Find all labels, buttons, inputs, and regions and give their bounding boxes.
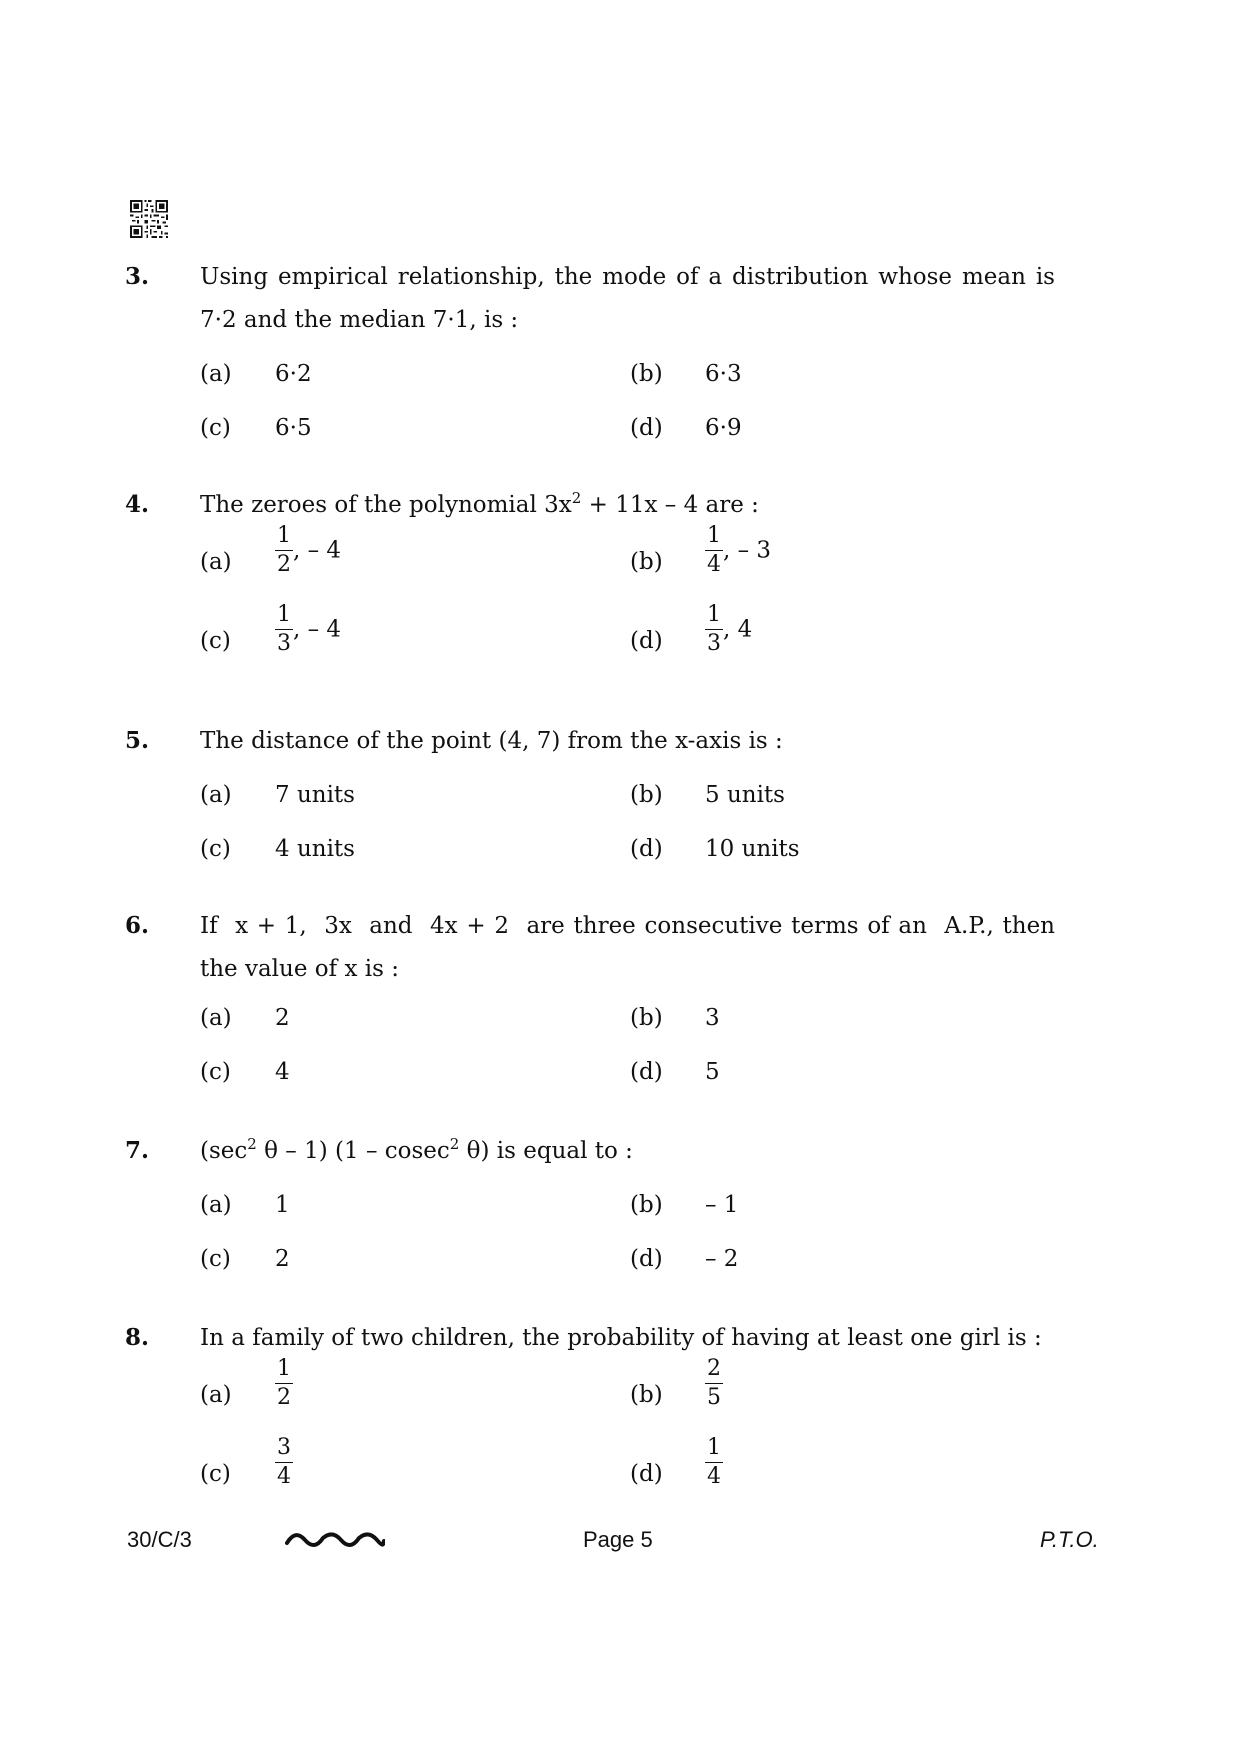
option-value: 6·2	[275, 361, 312, 387]
option-label: (b)	[630, 782, 663, 808]
option-value: 2	[275, 1005, 290, 1031]
option-value: $\frac{1}{3}$ , – 4	[277, 602, 342, 656]
option-value: $\frac{1}{3}$ , 4	[707, 602, 753, 656]
option-value: 6·9	[705, 415, 742, 441]
option-value: 5	[705, 1059, 720, 1085]
option-label: (b)	[630, 361, 663, 387]
pto-label: P.T.O.	[1040, 1527, 1099, 1552]
question-number: 7.	[125, 1137, 150, 1164]
option-label: (b)	[630, 549, 663, 575]
option-value	[705, 1357, 723, 1410]
option-label: (a)	[200, 1382, 232, 1408]
question-number: 5.	[125, 727, 150, 754]
option-label: (b)	[630, 1382, 663, 1408]
paper-code: 30/C/3	[127, 1527, 192, 1552]
option-label: (c)	[200, 836, 231, 862]
option-value: 2	[275, 1246, 290, 1272]
fraction: $\frac{2}{5}$	[707, 1356, 721, 1410]
page-number: Page 5	[583, 1527, 653, 1552]
question-text: In a family of two children, the probability of having at least one girl is :	[200, 1325, 1042, 1351]
question-text: ($\sec^2$ θ – 1) (1 – cosec$^2$ θ) is equal to :	[200, 1135, 633, 1164]
fraction: $\frac{1}{2}$	[277, 1356, 291, 1410]
option-label: (a)	[200, 1192, 232, 1218]
option-label: (a)	[200, 361, 232, 387]
fraction: $\frac{1}{4}$	[707, 523, 721, 577]
qr-code-icon	[130, 200, 168, 238]
fraction: $\frac{1}{4}$	[707, 1435, 721, 1489]
option-label: (b)	[630, 1192, 663, 1218]
option-value: – 2	[705, 1246, 739, 1272]
option-value: 4	[275, 1059, 290, 1085]
question-number: 6.	[125, 912, 150, 939]
option-value	[705, 1436, 723, 1489]
question-text: Using empirical relationship, the mode of a distribution whose mean is 7·2 and the median 7·1, is :	[200, 264, 1055, 333]
option-label: (c)	[200, 1246, 231, 1272]
tilde-squiggle-icon	[285, 1531, 385, 1549]
option-value: $\frac{1}{2}$ , – 4	[277, 523, 342, 577]
option-value	[275, 1357, 293, 1410]
option-label: (d)	[630, 836, 663, 862]
question-text: The distance of the point (4, 7) from the x-axis is :	[200, 728, 783, 754]
option-label: (d)	[630, 415, 663, 441]
option-value: 7 units	[275, 782, 355, 808]
option-label: (a)	[200, 549, 232, 575]
option-value: 1	[275, 1192, 290, 1218]
option-value: – 1	[705, 1192, 739, 1218]
option-value: 5 units	[705, 782, 785, 808]
option-label: (d)	[630, 1461, 663, 1487]
option-label: (c)	[200, 415, 231, 441]
question-number: 3.	[125, 263, 150, 290]
option-value: 4 units	[275, 836, 355, 862]
option-value	[275, 1436, 293, 1489]
option-label: (a)	[200, 1005, 232, 1031]
option-label: (a)	[200, 782, 232, 808]
option-label: (c)	[200, 628, 231, 654]
option-value: 3	[705, 1005, 720, 1031]
option-label: (c)	[200, 1059, 231, 1085]
fraction: $\frac{1}{3}$	[707, 602, 721, 656]
option-label: (b)	[630, 1005, 663, 1031]
option-label: (c)	[200, 1461, 231, 1487]
question-text: The zeroes of the polynomial $3x^2 + 11x - 4$ are :	[200, 489, 759, 518]
question-text: If x + 1, 3x and 4x + 2 are three consecutive terms of an A.P., then the value of x is :	[200, 913, 1063, 982]
fraction: $\frac{1}{3}$	[277, 602, 291, 656]
option-value: 10 units	[705, 836, 800, 862]
page-footer	[0, 1527, 1241, 1557]
fraction: $\frac{3}{4}$	[277, 1435, 291, 1489]
option-value: 6·3	[705, 361, 742, 387]
option-value: 6·5	[275, 415, 312, 441]
option-label: (d)	[630, 1059, 663, 1085]
option-value: $\frac{1}{4}$ , – 3	[707, 523, 772, 577]
question-number: 4.	[125, 491, 150, 518]
question-number: 8.	[125, 1324, 150, 1351]
option-label: (d)	[630, 628, 663, 654]
option-label: (d)	[630, 1246, 663, 1272]
fraction: $\frac{1}{2}$	[277, 523, 291, 577]
